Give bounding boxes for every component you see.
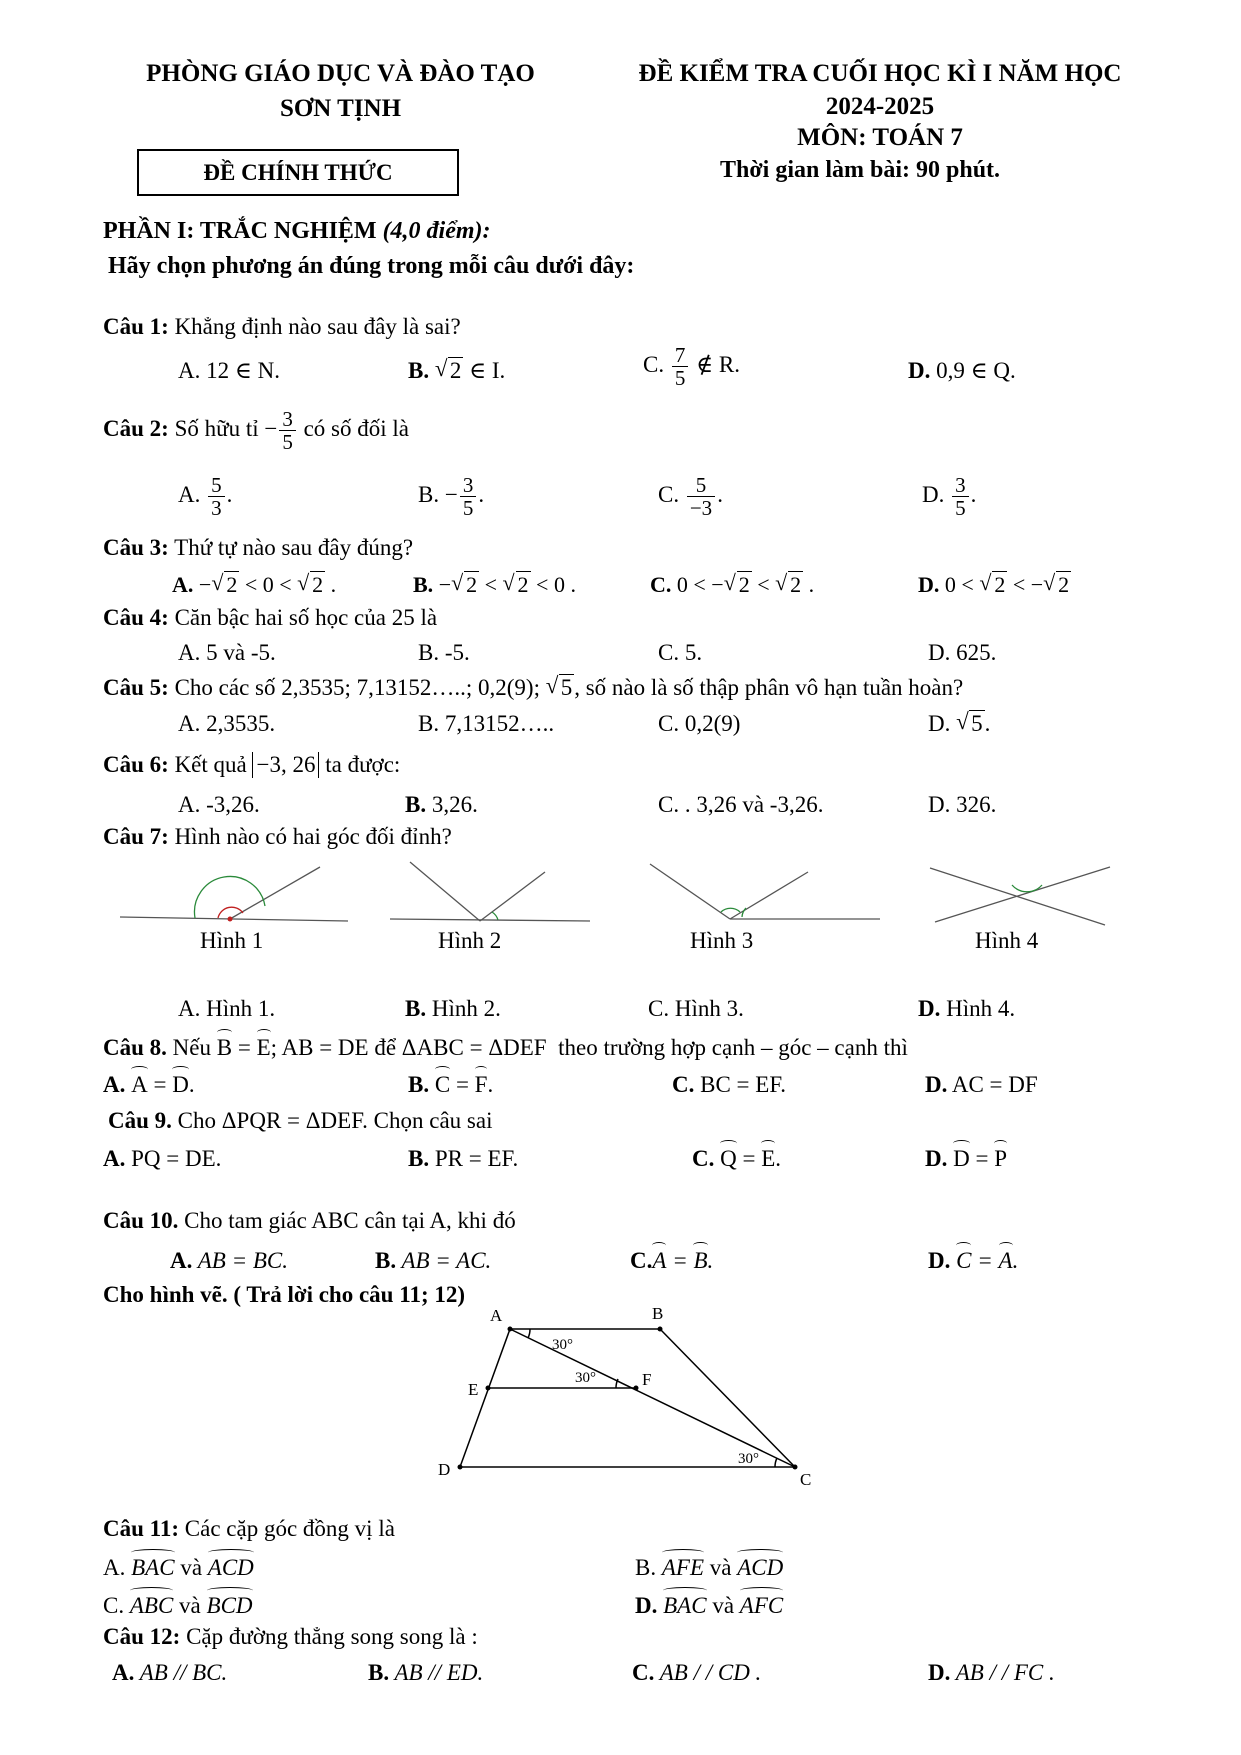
question-6-text2: ta được: bbox=[325, 752, 401, 777]
part1-heading bbox=[103, 218, 491, 245]
question-9 bbox=[108, 1108, 492, 1134]
exam-title: ĐỀ KIỂM TRA CUỐI HỌC KÌ I NĂM HỌC bbox=[638, 60, 1122, 87]
figure-intro-text2: ( Trả lời cho câu 11; 12) bbox=[233, 1282, 466, 1307]
opt-letter: A. bbox=[172, 572, 194, 597]
question-10 bbox=[103, 1208, 516, 1234]
question-8-text2: ; AB = DE để ΔABC = ΔDEF bbox=[270, 1035, 547, 1060]
figure-2 bbox=[390, 862, 590, 921]
q6-option-d: D. 326. bbox=[928, 792, 997, 817]
q3-option-d: D. 0 < √ 2 < −√ 2 bbox=[918, 572, 1071, 598]
q7-option-a: A. Hình 1. bbox=[178, 996, 276, 1021]
question-9-label: Câu 9. bbox=[108, 1108, 172, 1133]
question-2-text2: có số đối là bbox=[303, 415, 409, 441]
q1-option-b bbox=[408, 358, 505, 384]
q3-option-c: C. 0 < −√ 2 < √ 2 . bbox=[650, 572, 814, 598]
question-8-text1: Nếu bbox=[172, 1035, 211, 1060]
question-11-text: Các cặp góc đồng vị là bbox=[184, 1516, 395, 1541]
question-1-text: Khẳng định nào sau đây là sai? bbox=[174, 314, 461, 339]
question-6-label: Câu 6: bbox=[103, 752, 169, 777]
question-4-text: Căn bậc hai số học của 25 là bbox=[174, 605, 438, 630]
q2-option-a: A. $\frac{5}{3}$ . bbox=[178, 473, 233, 521]
question-8-label: Câu 8. bbox=[103, 1035, 167, 1060]
q2-option-d: D. $\frac{3}{5}$ . bbox=[922, 473, 977, 521]
q12-option-b: B. AB // ED. bbox=[368, 1660, 484, 1685]
q12-option-c: C. AB / / CD . bbox=[632, 1660, 762, 1685]
vertex-b-label: B bbox=[652, 1305, 664, 1323]
question-8: Câu 8. Nếu B = E; AB = DE để ΔABC = ΔDEF theo trường hợp cạnh – góc – cạnh thì bbox=[103, 1035, 908, 1060]
q11-option-b: B. AFE và ACD bbox=[635, 1555, 784, 1580]
opt-letter: A. bbox=[178, 358, 201, 383]
figure-3-caption: Hình 3 bbox=[690, 928, 754, 953]
q7-option-b: B. Hình 2. bbox=[405, 996, 501, 1021]
fraction: $\frac{3}{5}$ bbox=[952, 474, 969, 519]
angle-label-1: 30° bbox=[552, 1337, 573, 1353]
question-1-label: Câu 1: bbox=[103, 314, 169, 339]
q11-option-a: A. BAC và ACD bbox=[103, 1555, 254, 1580]
q11-option-c: C. ABC và BCD bbox=[103, 1593, 253, 1618]
q7-option-d: D. Hình 4. bbox=[918, 996, 1016, 1021]
question-5-text2: , số nào là số thập phân vô hạn tuần hoàn? bbox=[574, 675, 964, 700]
question-3-text: Thứ tự nào sau đây đúng? bbox=[174, 535, 414, 560]
absolute-value: −3, 26 bbox=[252, 752, 319, 778]
school-year: 2024-2025 bbox=[825, 93, 935, 120]
department-line1: PHÒNG GIÁO DỤC VÀ ĐÀO TẠO bbox=[146, 60, 535, 87]
q1-option-c bbox=[643, 344, 740, 389]
q5-option-c: C. 0,2(9) bbox=[658, 711, 741, 736]
q12-option-d: D. AB / / FC . bbox=[928, 1660, 1055, 1685]
angle-label-3: 30° bbox=[738, 1451, 759, 1467]
opt-letter: B. bbox=[413, 572, 434, 597]
q1-c-text: ∉ R. bbox=[696, 351, 740, 377]
question-3-label: Câu 3: bbox=[103, 535, 169, 560]
figure-4 bbox=[930, 867, 1110, 925]
question-2-label: Câu 2: bbox=[103, 415, 169, 441]
q5-option-d: D. √ 5. bbox=[928, 711, 990, 737]
q6-option-a: A. -3,26. bbox=[178, 792, 260, 817]
fraction: $\frac{5}{3}$ bbox=[208, 474, 225, 519]
figure-4-caption: Hình 4 bbox=[975, 928, 1039, 953]
q11-option-d: D. BAC và AFC bbox=[635, 1593, 784, 1618]
q3-option-b: B. −√ 2 < √ 2 < 0 . bbox=[413, 572, 576, 598]
official-label: ĐỀ CHÍNH THỨC bbox=[203, 160, 393, 185]
opt-letter: D. bbox=[908, 358, 931, 383]
question-4-label: Câu 4: bbox=[103, 605, 169, 630]
vertex-a-label: A bbox=[490, 1306, 503, 1325]
sqrt-5: √ 5 bbox=[546, 675, 575, 701]
figure-intro bbox=[103, 1282, 465, 1308]
q4-option-b: B. -5. bbox=[418, 640, 470, 665]
question-5-text1: Cho các số 2,3535; 7,13152…..; 0,2(9); bbox=[174, 675, 540, 700]
opt-letter: C. bbox=[658, 481, 680, 507]
q10-option-b: B. AB = AC. bbox=[375, 1248, 492, 1273]
question-3 bbox=[103, 535, 413, 561]
fraction: $\frac{3}{5}$ bbox=[460, 474, 477, 519]
q8-option-c: C. BC = EF. bbox=[672, 1072, 787, 1097]
part1-instruction: Hãy chọn phương án đúng trong mỗi câu dưới đây: bbox=[108, 253, 635, 279]
q5-option-b: B. 7,13152….. bbox=[418, 711, 555, 736]
q4-option-c: C. 5. bbox=[658, 640, 703, 665]
q10-option-a: A. AB = BC. bbox=[170, 1248, 288, 1273]
question-6-text1: Kết quả bbox=[174, 752, 247, 777]
question-10-text: Cho tam giác ABC cân tại A, khi đó bbox=[184, 1208, 516, 1233]
angle-label-2: 30° bbox=[575, 1370, 596, 1386]
question-7-text: Hình nào có hai góc đối đỉnh? bbox=[174, 824, 452, 849]
question-10-label: Câu 10. bbox=[103, 1208, 179, 1233]
segment-bc bbox=[660, 1329, 795, 1467]
opt-letter: B. bbox=[418, 481, 440, 507]
q10-option-d: D. C = A. bbox=[928, 1248, 1019, 1273]
question-2-text1: Số hữu tỉ − bbox=[174, 415, 278, 441]
q7-option-c: C. Hình 3. bbox=[648, 996, 744, 1021]
q9-option-d: D. D = P bbox=[925, 1146, 1008, 1171]
vertex-e-label: E bbox=[468, 1380, 479, 1399]
question-11 bbox=[103, 1516, 395, 1542]
question-11-label: Câu 11: bbox=[103, 1516, 180, 1541]
question-5-label: Câu 5: bbox=[103, 675, 169, 700]
q5-option-a: A. 2,3535. bbox=[178, 711, 276, 736]
opt-letter: C. bbox=[650, 572, 672, 597]
q9-option-b: B. PR = EF. bbox=[408, 1146, 519, 1171]
q9-option-c: C. Q = E. bbox=[692, 1146, 782, 1171]
q2-option-c: C. $\frac{5}{-3}$ . bbox=[658, 473, 723, 521]
question-2 bbox=[103, 408, 409, 453]
question-5 bbox=[103, 675, 963, 701]
q6-option-c: C. . 3,26 và -3,26. bbox=[658, 792, 824, 817]
question-12-text: Cặp đường thẳng song song là : bbox=[186, 1624, 478, 1649]
q8-option-b: B. C = F. bbox=[408, 1072, 494, 1097]
question-6 bbox=[103, 752, 400, 778]
q8-option-d: D. AC = DF bbox=[925, 1072, 1038, 1097]
vertex-d-label: D bbox=[438, 1460, 451, 1479]
figure-intro-text1: Cho hình vẽ. bbox=[103, 1282, 228, 1307]
q12-option-a: A. AB // BC. bbox=[112, 1660, 228, 1685]
opt-letter: A. bbox=[178, 481, 201, 507]
vertex-c-label: C bbox=[800, 1470, 812, 1489]
fraction: $\frac{5}{-3}$ bbox=[687, 474, 715, 519]
question-12 bbox=[103, 1624, 478, 1650]
part1-points: (4,0 điểm): bbox=[382, 218, 491, 244]
q1-option-a bbox=[178, 358, 280, 384]
figure-3 bbox=[650, 864, 880, 919]
question-12-label: Câu 12: bbox=[103, 1624, 181, 1649]
q1-b-text: ∈ I. bbox=[469, 358, 506, 383]
question-4 bbox=[103, 605, 437, 631]
fraction: $\frac{7}{5}$ bbox=[672, 344, 689, 389]
sqrt-2: √ 2 bbox=[435, 358, 464, 384]
fraction: $\frac{3}{5}$ bbox=[279, 408, 296, 453]
question-1 bbox=[103, 314, 461, 340]
time-limit: Thời gian làm bài: 90 phút. bbox=[720, 157, 1001, 183]
q4-option-d: D. 625. bbox=[928, 640, 997, 665]
q10-option-c: C.A = B. bbox=[630, 1248, 714, 1273]
question-8-text3: theo trường hợp cạnh – góc – cạnh thì bbox=[558, 1035, 908, 1060]
q1-a-text: 12 ∈ N. bbox=[206, 358, 281, 383]
figure-1 bbox=[120, 867, 348, 922]
q8-option-a: A. A = D. bbox=[103, 1072, 195, 1097]
q1-d-text: 0,9 ∈ Q. bbox=[936, 358, 1016, 383]
figure-1-caption: Hình 1 bbox=[200, 928, 264, 953]
figure-2-caption: Hình 2 bbox=[438, 928, 502, 953]
opt-letter: D. bbox=[922, 481, 945, 507]
question-9-text: Cho ΔPQR = ΔDEF. Chọn câu sai bbox=[177, 1108, 493, 1133]
q1-option-d bbox=[908, 358, 1016, 384]
vertex-f-label: F bbox=[642, 1370, 652, 1389]
part1-title: PHẦN I: TRẮC NGHIỆM bbox=[103, 218, 377, 244]
trapezoid-figure bbox=[420, 1305, 840, 1495]
opt-letter: B. bbox=[408, 358, 430, 383]
opt-letter: D. bbox=[918, 572, 940, 597]
opt-letter: C. bbox=[643, 351, 665, 377]
department-line2: SƠN TỊNH bbox=[279, 95, 402, 122]
subject: MÔN: TOÁN 7 bbox=[797, 124, 963, 151]
q3-option-a: A. −√ 2 < 0 < √ 2 . bbox=[172, 572, 336, 598]
q6-option-b: B. 3,26. bbox=[405, 792, 478, 817]
q2-option-b: B. − $\frac{3}{5}$ . bbox=[418, 473, 485, 521]
question-7-label: Câu 7: bbox=[103, 824, 169, 849]
q9-option-a: A. PQ = DE. bbox=[103, 1146, 222, 1171]
question-7 bbox=[103, 824, 452, 850]
q4-option-a: A. 5 và -5. bbox=[178, 640, 276, 665]
